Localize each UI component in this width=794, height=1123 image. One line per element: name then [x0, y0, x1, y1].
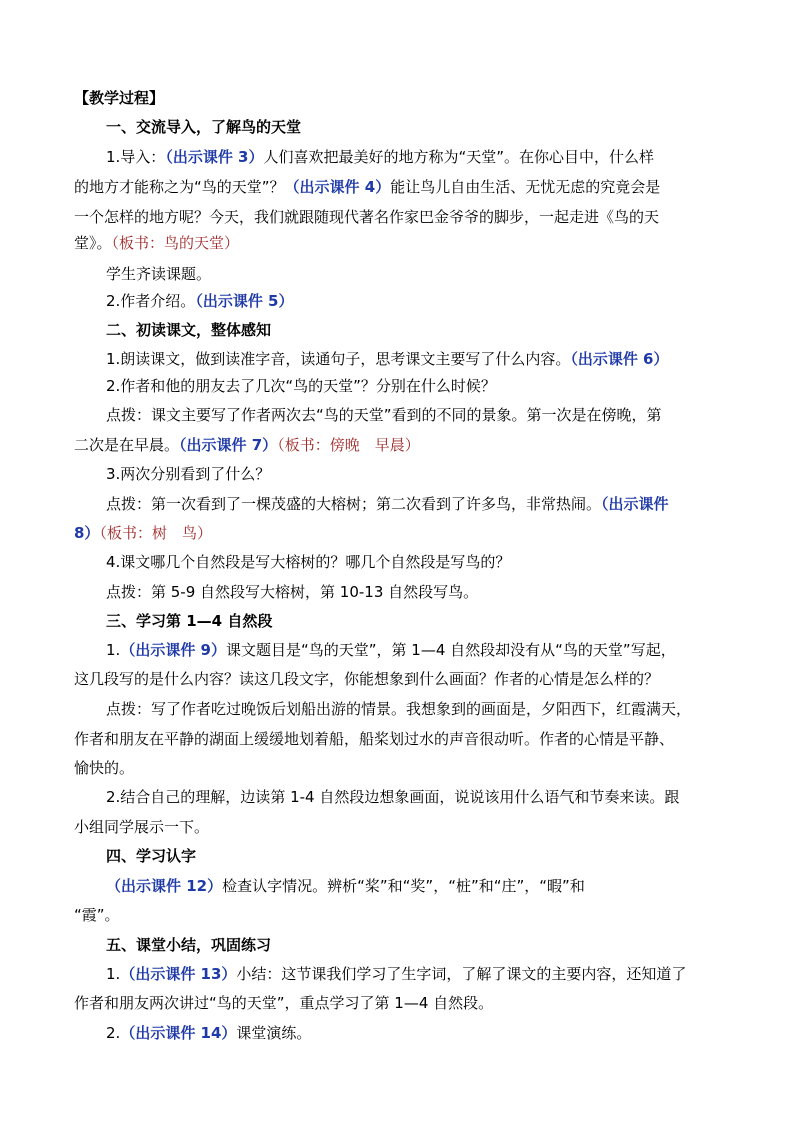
- s5-line: [106, 1023, 724, 1043]
- board-note: （板书：鸟的天堂）: [111, 234, 240, 252]
- heading-3-text: 三、学习第 1—4 自然段: [106, 612, 273, 630]
- text: 一个怎样的地方呢？今天，我们就跟随现代著名作家巴金爷爷的脚步，一起走进《鸟的天: [74, 208, 660, 226]
- s2-line: [106, 582, 724, 602]
- text: 愉快的。: [74, 759, 135, 777]
- board-note: （板书：傍晚 早晨）: [277, 436, 420, 454]
- s2-line: [106, 349, 724, 369]
- s4-line: [106, 876, 724, 896]
- text: 学生齐读课题。: [106, 265, 212, 283]
- s1-para-line: [106, 291, 724, 311]
- heading-5: [106, 935, 724, 955]
- courseware-tag: （出示课件 5）: [195, 292, 294, 310]
- s1-para-line: [74, 207, 724, 227]
- s1-para-line: [74, 177, 724, 197]
- s2-line: [106, 376, 724, 396]
- text: 1.朗读课文，做到读准字音，读通句子，思考课文主要写了什么内容。: [106, 350, 571, 368]
- courseware-tag: （出示课件: [601, 495, 669, 513]
- text: 小结：这节课我们学习了生字词，了解了课文的主要内容，还知道了: [236, 965, 687, 983]
- s1-para-line: [74, 233, 724, 253]
- text: 1.导入：: [106, 148, 166, 166]
- text: 堂》。: [74, 234, 112, 252]
- text: 2.: [106, 1024, 121, 1042]
- heading-1: [106, 117, 724, 137]
- s3-line: [74, 669, 724, 689]
- heading-2-text: 二、初读课文，整体感知: [106, 321, 272, 339]
- text: 2.作者和他的朋友去了几次“鸟的天堂”？分别在什么时候？: [106, 377, 496, 395]
- s3-line: [106, 640, 724, 660]
- heading-4-text: 四、学习认字: [106, 847, 197, 865]
- text: 作者和朋友两次讲过“鸟的天堂”，重点学习了第 1—4 自然段。: [74, 994, 494, 1012]
- s2-line: [74, 523, 724, 543]
- s4-line: [74, 905, 724, 925]
- text: 2.结合自己的理解，边读第 1-4 自然段边想象画面，说说该用什么语气和节奏来读。跟: [106, 788, 680, 806]
- text: 1.: [106, 641, 121, 659]
- s2-line: [106, 552, 724, 572]
- courseware-tag: （出示课件 13）: [120, 965, 237, 983]
- text: 二次是在早晨。: [74, 436, 180, 454]
- s2-line: [74, 435, 724, 455]
- s5-line: [74, 993, 724, 1013]
- s5-line: [106, 964, 724, 984]
- text: 2.作者介绍。: [106, 292, 196, 310]
- text: 能让鸟儿自由生活、无忧无虑的究竟会是: [390, 178, 661, 196]
- courseware-tag: （出示课件 7）: [179, 436, 278, 454]
- courseware-tag: （出示课件 6）: [570, 350, 669, 368]
- courseware-tag: （出示课件 3）: [165, 148, 264, 166]
- s3-line: [74, 817, 724, 837]
- text: 点拨：第 5-9 自然段写大榕树，第 10-13 自然段写鸟。: [106, 583, 479, 601]
- heading-1-text: 一、交流导入，了解鸟的天堂: [106, 118, 302, 136]
- section-title-text: 【教学过程】: [74, 89, 165, 107]
- s3-line: [106, 787, 724, 807]
- s3-line: [106, 699, 724, 719]
- s3-line: [74, 758, 724, 778]
- text: 这几段写的是什么内容？读这几段文字，你能想象到什么画面？作者的心情是怎么样的？: [74, 670, 660, 688]
- text: 点拨：第一次看到了一棵茂盛的大榕树；第二次看到了许多鸟，非常热闹。: [106, 495, 602, 513]
- heading-5-text: 五、课堂小结，巩固练习: [106, 936, 272, 954]
- s2-line: [106, 464, 724, 484]
- text: 人们喜欢把最美好的地方称为“天堂”。在你心目中，什么样: [263, 148, 655, 166]
- text: 课堂演练。: [236, 1024, 312, 1042]
- text: 3.两次分别看到了什么？: [106, 465, 271, 483]
- s1-para-line: [106, 264, 724, 284]
- courseware-tag: （出示课件 9）: [120, 641, 226, 659]
- s2-line: [106, 494, 724, 514]
- text: 课文题目是“鸟的天堂”，第 1—4 自然段却没有从“鸟的天堂”写起，: [225, 641, 676, 659]
- text: 的地方才能称之为“鸟的天堂”？: [74, 178, 285, 196]
- text: 点拨：写了作者吃过晚饭后划船出游的情景。我想象到的画面是，夕阳西下，红霞满天，: [106, 700, 692, 718]
- courseware-tag: 8）: [74, 524, 100, 542]
- text: “霞”。: [74, 906, 120, 924]
- heading-3: [106, 611, 724, 631]
- heading-2: [106, 320, 724, 340]
- text: 4.课文哪几个自然段是写大榕树的？哪几个自然段是写鸟的？: [106, 553, 511, 571]
- text: 点拨：课文主要写了作者两次去“鸟的天堂”看到的不同的景象。第一次是在傍晚，第: [106, 406, 662, 424]
- text: 作者和朋友在平静的湖面上缓缓地划着船，船桨划过水的声音很动听。作者的心情是平静、: [74, 730, 675, 748]
- board-note: （板书：树 鸟）: [99, 524, 212, 542]
- text: 1.: [106, 965, 121, 983]
- s1-para-line: [106, 147, 724, 167]
- s3-line: [74, 729, 724, 749]
- text: 小组同学展示一下。: [74, 818, 210, 836]
- s2-line: [106, 405, 724, 425]
- text: 检查认字情况。辨析“桨”和“奖”，“桩”和“庄”，“暇”和: [222, 877, 585, 895]
- courseware-tag: （出示课件 12）: [106, 877, 223, 895]
- courseware-tag: （出示课件 4）: [284, 178, 391, 196]
- heading-4: [106, 846, 724, 866]
- courseware-tag: （出示课件 14）: [120, 1024, 237, 1042]
- section-title: [74, 88, 724, 108]
